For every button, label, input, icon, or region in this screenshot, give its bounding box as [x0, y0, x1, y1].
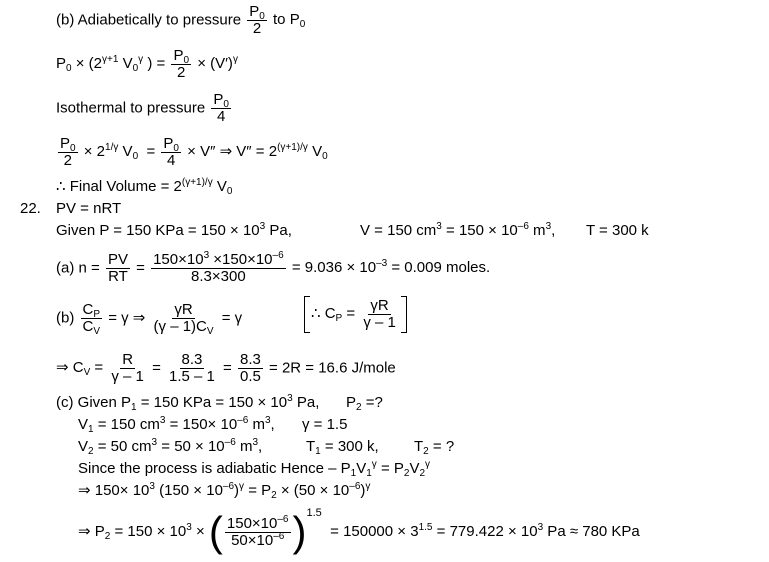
text: Isothermal to pressure [56, 99, 206, 117]
line-given-volume [360, 222, 555, 240]
text: Since the process is adiabatic Hence – $P_1V_1^\gamma = P_2V_2^\gamma$ [78, 459, 431, 479]
line-cv [56, 352, 396, 385]
fraction [152, 302, 216, 335]
question-number: 22. [20, 200, 41, 217]
line-t1 [306, 438, 379, 456]
denominator: $C_V$ [82, 318, 101, 337]
line-isothermal [56, 92, 233, 125]
numerator: $P_0$ [173, 47, 190, 66]
line-ideal-gas: PV = nRT [56, 200, 122, 217]
numerator: $P_0$ [249, 3, 265, 22]
denominator: γ – 1 [363, 314, 396, 331]
line-part-c [56, 394, 319, 412]
numerator: γR [370, 297, 389, 314]
numerator: 8.3 [239, 351, 261, 368]
fraction [225, 513, 291, 549]
text: = γ ⇒ [108, 309, 146, 327]
denominator: 8.3×300 [191, 268, 246, 285]
text: $T_1 = 300$ k, [306, 438, 379, 457]
numerator: $150\times 10^{-6}$ [226, 513, 289, 532]
text: ∴ Final Volume = $2^{(\gamma+1)/\gamma}$ $V_0$ [56, 177, 233, 197]
fraction [238, 352, 263, 385]
text: ⇒ $P_2 = 150 \times 10^3$ × [78, 521, 205, 542]
text: $T_2$ = ? [414, 438, 455, 457]
numerator: R [122, 351, 134, 368]
text: = 2R = 16.6 J/mole [269, 359, 396, 377]
denominator: 2 [63, 152, 72, 169]
text: = $9.036 \times 10^{-3} = 0.009$ moles. [291, 258, 491, 277]
line-isothermal-eq [56, 136, 328, 169]
numerator: $C_P$ [82, 301, 101, 320]
numerator: $P_0$ [213, 91, 229, 110]
line-v2 [78, 438, 262, 456]
fraction [247, 4, 267, 37]
fraction [171, 48, 191, 81]
denominator: $(\gamma - 1)C_V$ [153, 318, 214, 337]
text: = $150000 \times 3^{1.5} = 779.422 \times 10^3$ Pa ≈ 780 KPa [325, 521, 640, 540]
text: V = 150 $cm^3 = 150 \times 10^{-6}$ $m^3$, [360, 221, 556, 239]
text: = [152, 359, 161, 377]
denominator: 4 [167, 152, 176, 169]
line-v1 [78, 416, 275, 434]
numerator: $P_0$ [163, 135, 179, 154]
text: ∴ $C_P$ = [311, 305, 356, 325]
fraction [106, 252, 130, 285]
text: (a) n = [56, 259, 100, 277]
line-adiabatic-process [78, 460, 430, 478]
text: (b) Adiabetically to pressure [56, 11, 242, 29]
bracket [304, 296, 407, 333]
line-given-temp: T = 300 k [586, 222, 649, 239]
text: $V_1 = 150$ $cm^3 = 150\times 10^{-6}$ $m^3$, [78, 415, 275, 435]
line-p2 [346, 394, 383, 412]
exponent: 1.5 [306, 506, 322, 519]
denominator: γ – 1 [111, 368, 144, 385]
text: $V_2 = 50$ $cm^3 = 50 \times 10^{-6}$ $m^3$, [78, 437, 263, 457]
denominator: 2 [252, 20, 262, 37]
text: to $P_0$ [273, 11, 306, 31]
text: (b) [56, 309, 75, 327]
text: (c) Given $P_1 = 150$ KPa = $150 \times 10^3$ Pa, [56, 393, 320, 413]
line-substitution [78, 482, 370, 500]
line-gamma: γ = 1.5 [302, 416, 348, 433]
denominator: 0.5 [239, 368, 261, 385]
denominator: $50\times 10^{-6}$ [231, 530, 285, 549]
line-t2 [414, 438, 454, 456]
numerator: γR [174, 301, 193, 318]
line-p2-result [78, 506, 640, 555]
fraction [151, 252, 286, 285]
fraction [58, 136, 78, 169]
text: = [136, 259, 145, 277]
text: $P_0 \times (2^{\gamma+1}$ $V_0^\gamma$ ) = [56, 54, 166, 75]
text: $P_2$ =? [346, 394, 383, 413]
line-part-a [56, 252, 490, 285]
line-final-volume [56, 178, 232, 196]
left-paren: ( [208, 508, 223, 555]
fraction [109, 352, 146, 385]
line-given [56, 222, 292, 240]
text: ⇒ $150\times 10^3$ $(150 \times 10^{-6})^\gamma = P_2 \times (50 \times 10^{-6})^\gamma$ [78, 481, 371, 501]
fraction [361, 298, 398, 331]
text: × V″ ⇒ $V'' = 2^{(\gamma+1)/\gamma}$ $V_0$ [187, 142, 328, 163]
numerator: $150\times 10^3 \times 150\times 10^{-6}$ [153, 250, 284, 268]
line-b-adiabatic [56, 4, 305, 37]
text: × $(V')^\gamma$ [197, 54, 238, 73]
numerator: $P_0$ [60, 135, 76, 154]
line-adiabatic-eq [56, 48, 238, 81]
text: = [223, 359, 232, 377]
denominator: 1.5 – 1 [169, 368, 215, 385]
text: ⇒ $C_V$ = [56, 359, 104, 379]
fraction [161, 136, 181, 169]
numerator: 8.3 [181, 351, 203, 368]
fraction [211, 92, 231, 125]
numerator: PV [107, 251, 128, 268]
right-paren: ) [292, 508, 307, 555]
fraction [81, 302, 103, 335]
line-part-b [56, 302, 242, 335]
text: = γ [221, 309, 243, 327]
denominator: 2 [177, 64, 186, 81]
denominator: RT [108, 268, 128, 285]
text: × $2^{1/\gamma}$ $V_0$ = [83, 142, 156, 163]
denominator: 4 [217, 108, 226, 125]
fraction [167, 352, 217, 385]
text: Given P = 150 KPa = $150 \times 10^3$ Pa, [56, 221, 292, 239]
bracket-note [304, 296, 407, 333]
